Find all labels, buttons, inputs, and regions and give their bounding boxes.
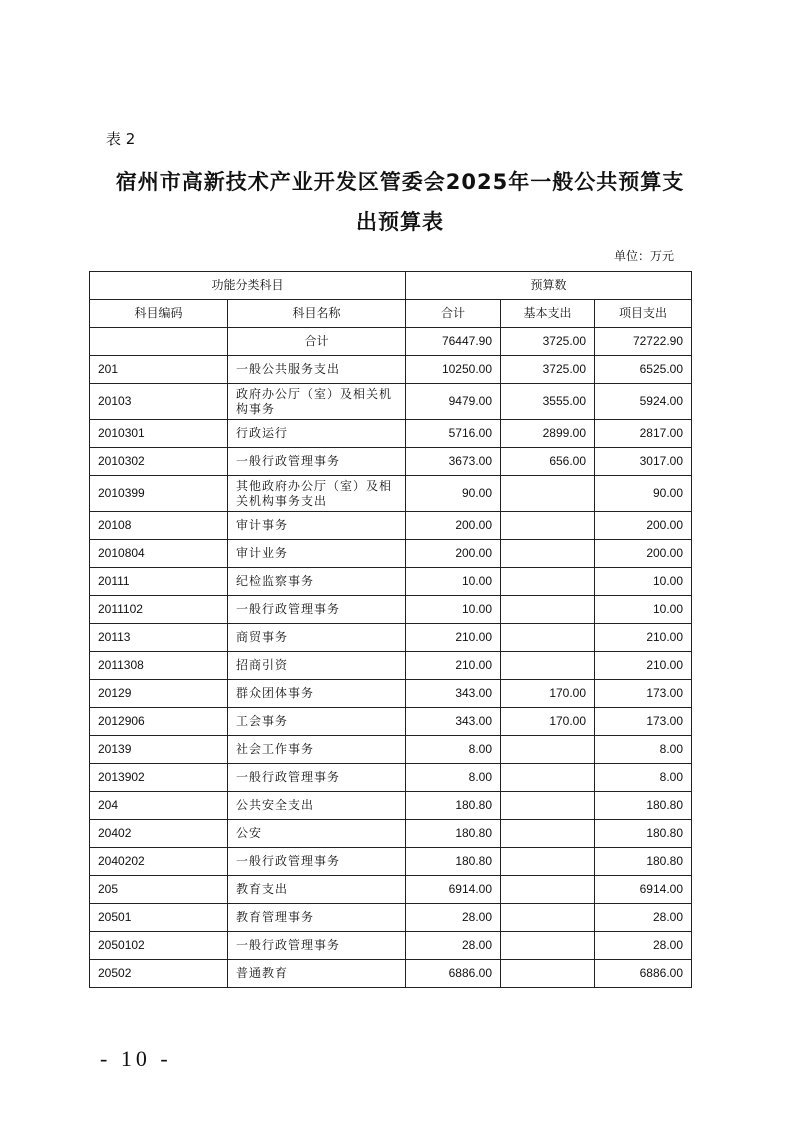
row-basic	[501, 596, 595, 624]
table-row	[90, 736, 692, 764]
row-total: 343.00	[406, 680, 501, 708]
row-project: 8.00	[595, 764, 692, 792]
header-budget-group: 预算数	[406, 272, 692, 300]
row-project: 2817.00	[595, 420, 692, 448]
row-basic	[501, 792, 595, 820]
header-column-row	[90, 300, 692, 328]
total-label: 合计	[228, 328, 406, 356]
row-name: 纪检监察事务	[228, 568, 406, 596]
row-total: 6886.00	[406, 960, 501, 988]
row-total: 3673.00	[406, 448, 501, 476]
row-basic	[501, 820, 595, 848]
total-row	[90, 328, 692, 356]
document-title-line2: 出预算表	[356, 210, 444, 234]
row-total: 8.00	[406, 764, 501, 792]
row-name: 招商引资	[228, 652, 406, 680]
table-row	[90, 904, 692, 932]
header-group-row	[90, 272, 692, 300]
row-total: 90.00	[406, 476, 501, 512]
header-basic: 基本支出	[501, 300, 595, 328]
table-row	[90, 960, 692, 988]
total-basic: 3725.00	[501, 328, 595, 356]
row-project: 6914.00	[595, 876, 692, 904]
row-name: 公安	[228, 820, 406, 848]
row-basic	[501, 476, 595, 512]
table-row	[90, 932, 692, 960]
row-project: 6525.00	[595, 356, 692, 384]
row-basic	[501, 876, 595, 904]
row-name: 普通教育	[228, 960, 406, 988]
row-code: 201	[90, 356, 228, 384]
row-total: 28.00	[406, 932, 501, 960]
table-row	[90, 680, 692, 708]
total-total: 76447.90	[406, 328, 501, 356]
row-code: 2011308	[90, 652, 228, 680]
row-name: 公共安全支出	[228, 792, 406, 820]
table-row	[90, 820, 692, 848]
row-project: 173.00	[595, 708, 692, 736]
row-basic	[501, 960, 595, 988]
table-row	[90, 764, 692, 792]
row-basic	[501, 624, 595, 652]
row-name: 审计业务	[228, 540, 406, 568]
row-code: 2040202	[90, 848, 228, 876]
header-total: 合计	[406, 300, 501, 328]
row-name: 政府办公厅（室）及相关机构事务	[228, 384, 406, 420]
row-basic: 3725.00	[501, 356, 595, 384]
row-code: 2013902	[90, 764, 228, 792]
row-code: 2010302	[90, 448, 228, 476]
table-row	[90, 792, 692, 820]
row-project: 90.00	[595, 476, 692, 512]
table-row	[90, 512, 692, 540]
row-basic: 2899.00	[501, 420, 595, 448]
table-row	[90, 568, 692, 596]
row-basic	[501, 512, 595, 540]
page-number: - 10 -	[100, 1046, 172, 1071]
row-name: 一般行政管理事务	[228, 848, 406, 876]
table-row	[90, 876, 692, 904]
row-basic	[501, 652, 595, 680]
row-code: 2050102	[90, 932, 228, 960]
row-project: 180.80	[595, 792, 692, 820]
row-basic: 170.00	[501, 708, 595, 736]
header-code: 科目编码	[90, 300, 228, 328]
row-code: 2010399	[90, 476, 228, 512]
budget-table	[89, 271, 692, 988]
row-name: 社会工作事务	[228, 736, 406, 764]
row-project: 200.00	[595, 512, 692, 540]
table-row	[90, 540, 692, 568]
row-basic	[501, 904, 595, 932]
row-name: 其他政府办公厅（室）及相关机构事务支出	[228, 476, 406, 512]
table-row	[90, 708, 692, 736]
row-total: 5716.00	[406, 420, 501, 448]
row-project: 180.80	[595, 820, 692, 848]
table-row	[90, 420, 692, 448]
row-code: 20129	[90, 680, 228, 708]
header-project: 项目支出	[595, 300, 692, 328]
table-row	[90, 596, 692, 624]
row-basic: 3555.00	[501, 384, 595, 420]
row-code: 20113	[90, 624, 228, 652]
row-project: 200.00	[595, 540, 692, 568]
row-project: 10.00	[595, 596, 692, 624]
row-code: 20502	[90, 960, 228, 988]
row-total: 200.00	[406, 512, 501, 540]
row-basic	[501, 540, 595, 568]
row-total: 28.00	[406, 904, 501, 932]
table-label: 表 2	[106, 130, 136, 148]
row-name: 群众团体事务	[228, 680, 406, 708]
row-basic: 656.00	[501, 448, 595, 476]
unit-label: 单位：万元	[613, 249, 674, 263]
row-project: 5924.00	[595, 384, 692, 420]
row-code: 2011102	[90, 596, 228, 624]
table-row	[90, 448, 692, 476]
row-basic	[501, 932, 595, 960]
header-name: 科目名称	[228, 300, 406, 328]
row-code: 204	[90, 792, 228, 820]
row-project: 173.00	[595, 680, 692, 708]
row-project: 28.00	[595, 932, 692, 960]
row-total: 210.00	[406, 624, 501, 652]
row-name: 一般公共服务支出	[228, 356, 406, 384]
row-name: 一般行政管理事务	[228, 596, 406, 624]
row-name: 工会事务	[228, 708, 406, 736]
row-total: 343.00	[406, 708, 501, 736]
row-code: 205	[90, 876, 228, 904]
row-project: 10.00	[595, 568, 692, 596]
row-total: 180.80	[406, 848, 501, 876]
row-code: 20103	[90, 384, 228, 420]
row-total: 10.00	[406, 568, 501, 596]
row-code: 2012906	[90, 708, 228, 736]
row-project: 8.00	[595, 736, 692, 764]
row-total: 200.00	[406, 540, 501, 568]
row-name: 教育管理事务	[228, 904, 406, 932]
row-total: 10.00	[406, 596, 501, 624]
row-code: 20111	[90, 568, 228, 596]
row-project: 3017.00	[595, 448, 692, 476]
row-name: 教育支出	[228, 876, 406, 904]
row-name: 审计事务	[228, 512, 406, 540]
table-row	[90, 356, 692, 384]
row-total: 180.80	[406, 792, 501, 820]
row-total: 8.00	[406, 736, 501, 764]
row-project: 210.00	[595, 652, 692, 680]
row-total: 210.00	[406, 652, 501, 680]
row-name: 商贸事务	[228, 624, 406, 652]
table-row	[90, 652, 692, 680]
table-row	[90, 476, 692, 512]
row-basic	[501, 764, 595, 792]
row-total: 10250.00	[406, 356, 501, 384]
row-project: 210.00	[595, 624, 692, 652]
table-row	[90, 624, 692, 652]
row-basic: 170.00	[501, 680, 595, 708]
row-code: 20402	[90, 820, 228, 848]
table-row	[90, 384, 692, 420]
row-project: 180.80	[595, 848, 692, 876]
row-project: 28.00	[595, 904, 692, 932]
document-title: 宿州市高新技术产业开发区管委会2025年一般公共预算支	[115, 170, 685, 194]
table-row	[90, 848, 692, 876]
row-total: 6914.00	[406, 876, 501, 904]
row-code: 2010804	[90, 540, 228, 568]
total-project: 72722.90	[595, 328, 692, 356]
row-basic	[501, 848, 595, 876]
row-total: 180.80	[406, 820, 501, 848]
row-name: 一般行政管理事务	[228, 448, 406, 476]
total-code-cell	[90, 328, 228, 356]
row-total: 9479.00	[406, 384, 501, 420]
header-func-group: 功能分类科目	[90, 272, 406, 300]
row-basic	[501, 736, 595, 764]
row-code: 2010301	[90, 420, 228, 448]
row-name: 行政运行	[228, 420, 406, 448]
row-code: 20108	[90, 512, 228, 540]
row-project: 6886.00	[595, 960, 692, 988]
row-code: 20501	[90, 904, 228, 932]
row-code: 20139	[90, 736, 228, 764]
row-basic	[501, 568, 595, 596]
row-name: 一般行政管理事务	[228, 764, 406, 792]
row-name: 一般行政管理事务	[228, 932, 406, 960]
